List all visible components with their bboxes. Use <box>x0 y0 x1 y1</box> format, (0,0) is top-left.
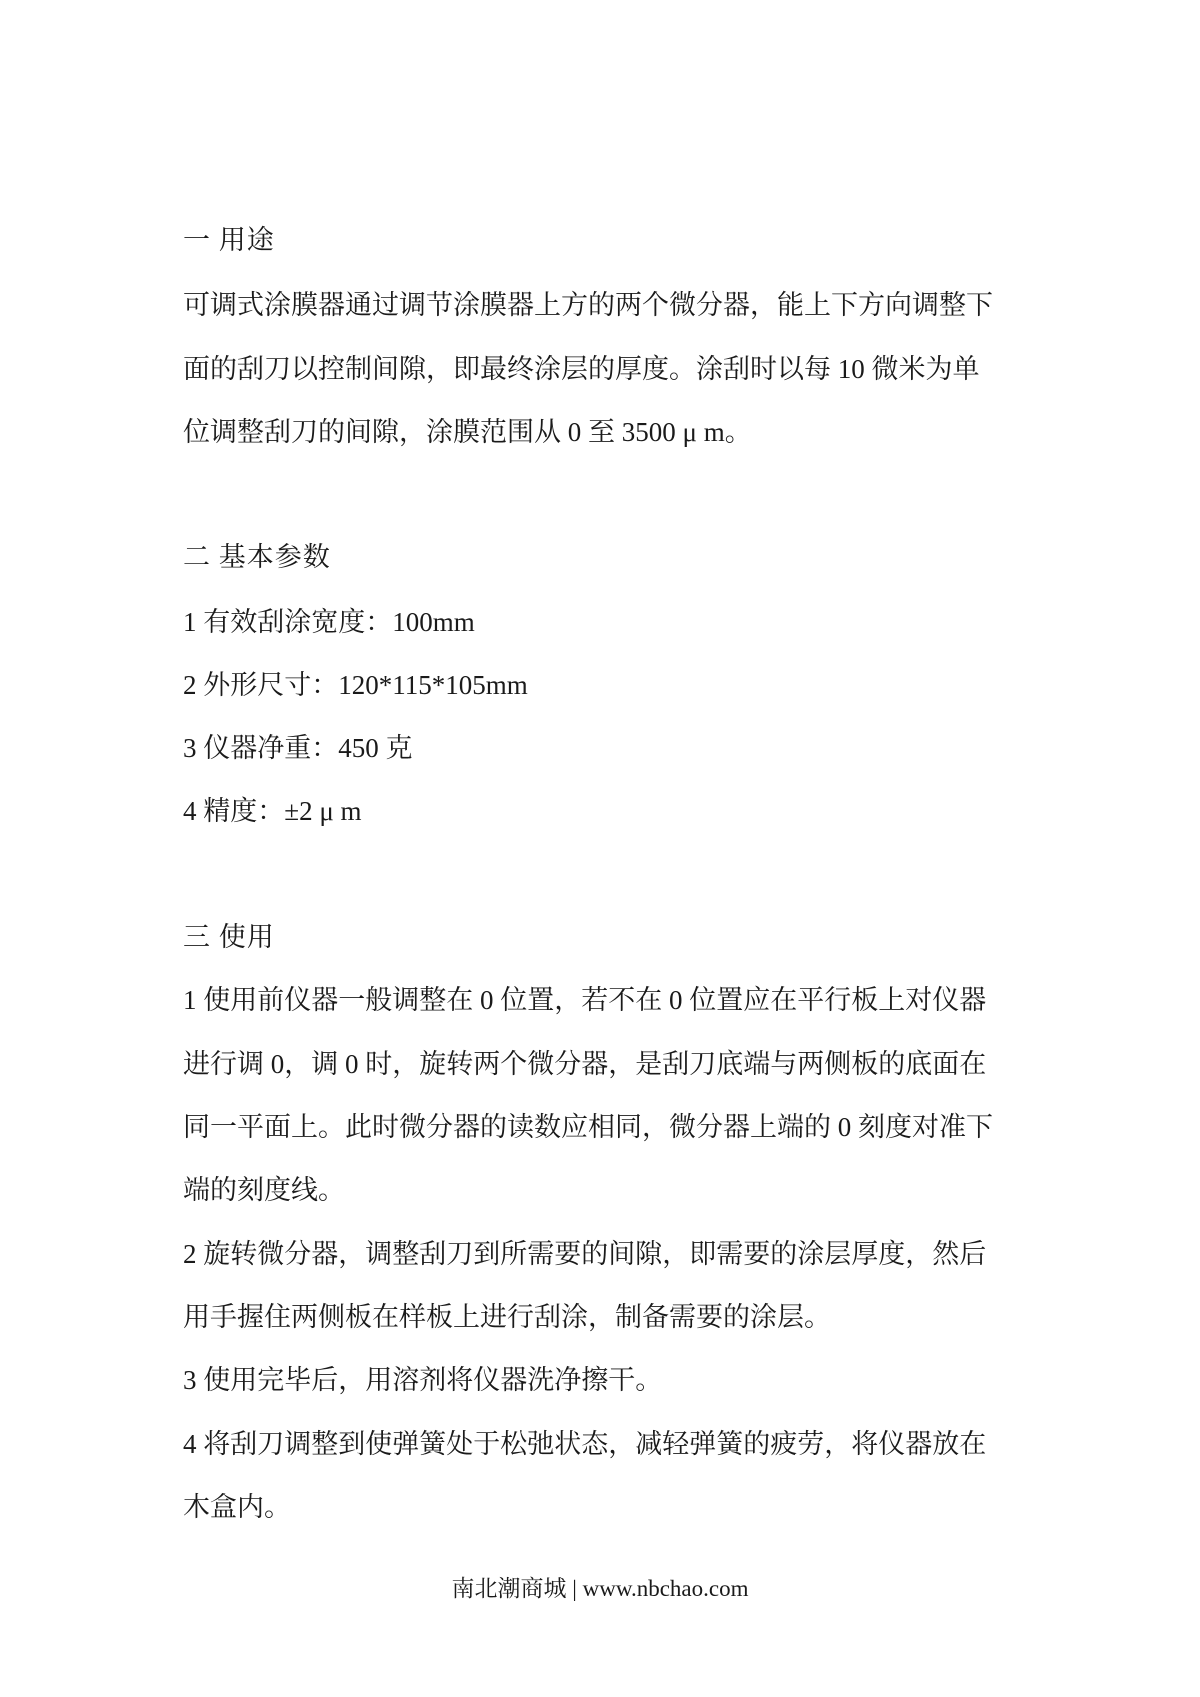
usage-line: 4 将刮刀调整到使弹簧处于松弛状态，减轻弹簧的疲劳，将仪器放在 <box>183 1429 987 1459</box>
parameter-item: 2 外形尺寸：120*115*105mm <box>183 670 528 700</box>
section-heading-usage: 三 使用 <box>183 922 275 952</box>
paragraph-line: 可调式涂膜器通过调节涂膜器上方的两个微分器，能上下方向调整下 <box>183 290 993 320</box>
parameter-item: 3 仪器净重：450 克 <box>183 733 413 763</box>
usage-line: 2 旋转微分器，调整刮刀到所需要的间隙，即需要的涂层厚度，然后 <box>183 1239 987 1269</box>
page-footer: 南北潮商城 | www.nbchao.com <box>451 1576 749 1601</box>
usage-line: 用手握住两侧板在样板上进行刮涂，制备需要的涂层。 <box>183 1302 831 1332</box>
section-heading-purpose: 一 用途 <box>183 225 275 255</box>
usage-line: 端的刻度线。 <box>183 1175 345 1205</box>
usage-line: 进行调 0，调 0 时，旋转两个微分器，是刮刀底端与两侧板的底面在 <box>183 1049 987 1079</box>
usage-line: 同一平面上。此时微分器的读数应相同，微分器上端的 0 刻度对准下 <box>183 1112 993 1142</box>
usage-line: 木盒内。 <box>183 1492 291 1522</box>
paragraph-line: 面的刮刀以控制间隙，即最终涂层的厚度。涂刮时以每 10 微米为单 <box>183 354 980 384</box>
section-heading-parameters: 二 基本参数 <box>183 542 331 572</box>
usage-line: 1 使用前仪器一般调整在 0 位置，若不在 0 位置应在平行板上对仪器 <box>183 985 987 1015</box>
parameter-item: 4 精度：±2 μ m <box>183 796 362 826</box>
parameter-item: 1 有效刮涂宽度：100mm <box>183 607 475 637</box>
paragraph-line: 位调整刮刀的间隙，涂膜范围从 0 至 3500 μ m。 <box>183 417 752 447</box>
usage-line: 3 使用完毕后，用溶剂将仪器洗净擦干。 <box>183 1365 663 1395</box>
